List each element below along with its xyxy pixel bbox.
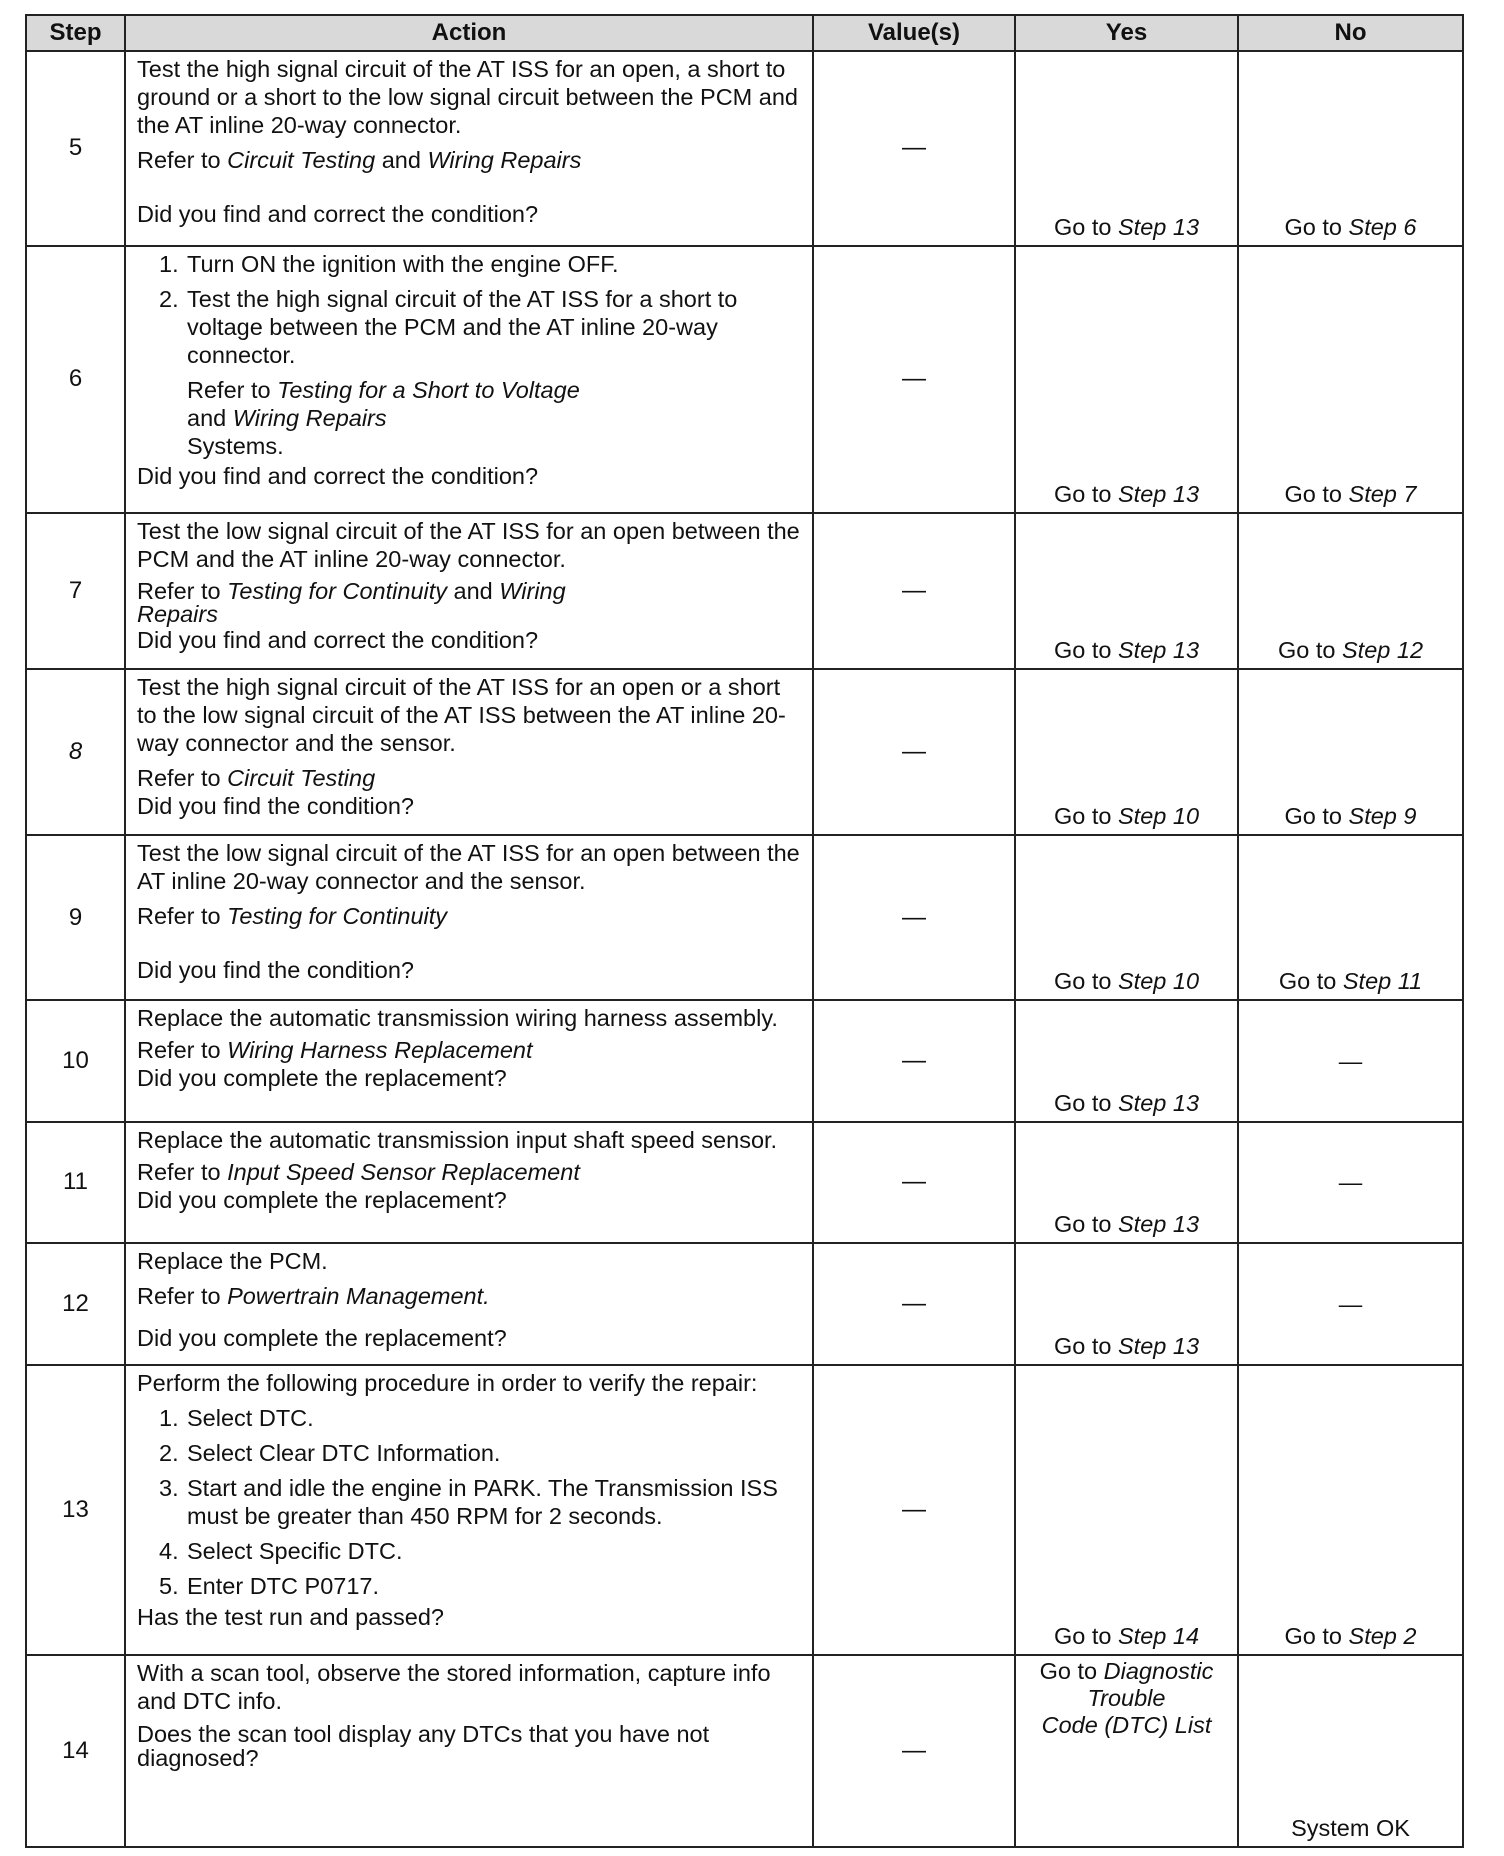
no-cell[interactable] xyxy=(1238,246,1463,513)
question-text: Did you complete the replacement? xyxy=(137,1065,507,1092)
goto-label: Go to xyxy=(1053,803,1112,830)
goto-label: Go to xyxy=(1284,803,1342,830)
list-item xyxy=(159,1474,802,1530)
list-item xyxy=(159,1404,802,1432)
header-value: Value(s) xyxy=(813,15,1015,51)
list-text: Start and idle the engine in PARK. The Transmission ISS must be greater than 450 RPM for 2 seconds. xyxy=(187,1474,778,1529)
value-cell: — xyxy=(813,1000,1015,1122)
no-cell: — xyxy=(1238,1243,1463,1365)
no-target[interactable]: Step 9 xyxy=(1348,803,1417,830)
list-item xyxy=(159,250,802,278)
system-ok-label: System OK xyxy=(1291,1815,1410,1841)
value-cell: — xyxy=(813,1122,1015,1244)
question-text: Does the scan tool display any DTCs that you have not diagnosed? xyxy=(137,1721,710,1772)
list-text: Enter DTC P0717. xyxy=(187,1572,380,1599)
list-text: Select Specific DTC. xyxy=(187,1537,403,1564)
goto-label: Go to xyxy=(1053,636,1112,663)
question-text: Did you find the condition? xyxy=(137,957,414,984)
no-target[interactable]: Step 11 xyxy=(1342,968,1423,995)
reference-link[interactable]: Testing for Continuity xyxy=(227,903,448,930)
action-text: Replace the automatic transmission wiring harness assembly. xyxy=(137,1005,778,1032)
list-item xyxy=(159,285,802,369)
action-text: Test the high signal circuit of the AT ISS for an open or a short to the low signal circuit of the AT ISS between the AT inline 20-way connector and the sensor. xyxy=(137,673,786,756)
yes-cell[interactable] xyxy=(1015,1122,1238,1244)
question-text: Did you find and correct the condition? xyxy=(137,201,539,227)
refer-label: Refer to xyxy=(137,903,221,930)
yes-cell[interactable] xyxy=(1015,246,1238,513)
and-label: and xyxy=(453,577,493,604)
list-number: 2. xyxy=(159,1439,179,1466)
question-text: Has the test run and passed? xyxy=(137,1603,445,1630)
list-item xyxy=(159,1537,802,1565)
goto-label: Go to xyxy=(1053,1211,1112,1238)
table-row-step-14 xyxy=(26,1655,1463,1847)
goto-label: Go to xyxy=(1053,1623,1112,1650)
action-text: Test the high signal circuit of the AT ISS for an open, a short to ground or a short to the low signal circuit between the PCM and the AT inline 20-way connector. xyxy=(137,56,798,138)
action-cell xyxy=(125,1243,813,1365)
table-row-step-5 xyxy=(26,51,1463,246)
header-step: Step xyxy=(26,15,125,51)
refer-line xyxy=(137,577,802,627)
yes-target[interactable]: Step 13 xyxy=(1118,636,1200,663)
refer-line xyxy=(137,146,802,174)
list-text: Test the high signal circuit of the AT ISS for a short to voltage between the PCM and the AT inline 20-way connector. xyxy=(187,285,738,368)
value-cell: — xyxy=(813,1655,1015,1847)
header-action: Action xyxy=(125,15,813,51)
goto-label: Go to xyxy=(1053,213,1112,240)
yes-cell[interactable] xyxy=(1015,1655,1238,1847)
yes-cell[interactable] xyxy=(1015,669,1238,836)
table-row-step-12 xyxy=(26,1243,1463,1365)
goto-label: Go to xyxy=(1053,1332,1112,1359)
no-target[interactable]: Step 7 xyxy=(1348,480,1417,507)
refer-line xyxy=(137,1036,802,1064)
no-cell xyxy=(1238,1655,1463,1847)
reference-link[interactable]: Wiring Harness Replacement xyxy=(227,1037,533,1064)
refer-line xyxy=(187,376,802,460)
action-text: Replace the automatic transmission input shaft speed sensor. xyxy=(137,1126,778,1153)
step-number: 6 xyxy=(26,246,125,513)
list-number: 5. xyxy=(159,1572,179,1599)
list-item xyxy=(159,1439,802,1467)
yes-target[interactable]: Diagnostic xyxy=(1103,1658,1214,1685)
refer-label: Refer to xyxy=(137,764,221,791)
header-yes: Yes xyxy=(1015,15,1238,51)
refer-line xyxy=(137,1282,802,1310)
question-text: Did you find and correct the condition? xyxy=(137,626,539,653)
refer-label: Refer to xyxy=(137,577,221,604)
action-text: Test the low signal circuit of the AT ISS for an open between the PCM and the AT inline 20-way connector. xyxy=(137,517,800,572)
goto-label: Go to xyxy=(1284,1623,1342,1650)
action-cell xyxy=(125,513,813,669)
goto-label: Go to xyxy=(1284,480,1342,507)
no-cell[interactable] xyxy=(1238,835,1463,1000)
refer-label: Refer to xyxy=(137,1283,221,1310)
no-cell[interactable] xyxy=(1238,669,1463,836)
reference-link[interactable]: Testing for Continuity xyxy=(227,577,448,604)
question-text: Did you find and correct the condition? xyxy=(137,462,539,489)
action-text: Test the low signal circuit of the AT ISS for an open between the AT inline 20-way connector and the sensor. xyxy=(137,840,800,895)
table-row-step-13 xyxy=(26,1365,1463,1656)
yes-target[interactable]: Step 13 xyxy=(1118,1332,1200,1359)
no-cell[interactable] xyxy=(1238,51,1463,246)
value-cell: — xyxy=(813,669,1015,836)
action-cell xyxy=(125,1365,813,1656)
yes-target[interactable]: Step 13 xyxy=(1118,213,1200,240)
step-number: 10 xyxy=(26,1000,125,1122)
action-cell xyxy=(125,1655,813,1847)
reference-link[interactable]: Input Speed Sensor Replacement xyxy=(227,1158,580,1185)
reference-link[interactable]: Wiring Repairs xyxy=(427,147,582,173)
reference-link[interactable]: Testing for a Short to Voltage xyxy=(277,376,580,403)
action-cell xyxy=(125,1122,813,1244)
table-row-step-10 xyxy=(26,1000,1463,1122)
yes-target[interactable]: Step 10 xyxy=(1118,803,1200,830)
list-number: 1. xyxy=(159,1404,179,1431)
action-text: Perform the following procedure in order to verify the repair: xyxy=(137,1369,758,1396)
value-cell: — xyxy=(813,51,1015,246)
question-text: Did you complete the replacement? xyxy=(137,1325,507,1352)
and-label: and xyxy=(187,404,227,431)
yes-target[interactable]: Trouble xyxy=(1087,1685,1166,1712)
goto-label: Go to xyxy=(1277,636,1336,663)
header-row xyxy=(26,15,1463,51)
question-text: Did you find the condition? xyxy=(137,792,414,819)
goto-label: Go to xyxy=(1053,480,1112,507)
list-number: 3. xyxy=(159,1474,179,1501)
refer-label: Refer to xyxy=(137,1037,221,1064)
step-number: 9 xyxy=(26,835,125,1000)
action-cell xyxy=(125,669,813,836)
no-target[interactable]: Step 12 xyxy=(1342,636,1424,663)
list-text: Select Clear DTC Information. xyxy=(187,1439,501,1466)
goto-label: Go to xyxy=(1278,968,1337,995)
step-number: 7 xyxy=(26,513,125,669)
list-number: 4. xyxy=(159,1537,179,1564)
yes-cell[interactable] xyxy=(1015,1365,1238,1656)
step-number: 8 xyxy=(26,669,125,836)
yes-target[interactable]: Step 13 xyxy=(1118,480,1200,507)
list-number: 2. xyxy=(159,285,179,312)
step-number: 13 xyxy=(26,1365,125,1656)
refer-label: Refer to xyxy=(137,147,221,173)
and-label: and xyxy=(381,147,421,173)
yes-target[interactable]: Step 13 xyxy=(1118,1211,1200,1238)
yes-cell[interactable] xyxy=(1015,835,1238,1000)
no-target[interactable]: Step 2 xyxy=(1348,1623,1417,1650)
list-number: 1. xyxy=(159,250,179,277)
action-cell xyxy=(125,246,813,513)
action-cell xyxy=(125,1000,813,1122)
yes-target[interactable]: Code (DTC) List xyxy=(1041,1712,1212,1739)
action-text: With a scan tool, observe the stored information, capture info and DTC info. xyxy=(137,1660,771,1715)
yes-target[interactable]: Step 13 xyxy=(1118,1089,1200,1116)
action-cell xyxy=(125,51,813,246)
refer-line xyxy=(137,1158,802,1186)
no-cell[interactable] xyxy=(1238,1365,1463,1656)
goto-label: Go to xyxy=(1039,1658,1098,1685)
yes-cell[interactable] xyxy=(1015,513,1238,669)
yes-cell[interactable] xyxy=(1015,1000,1238,1122)
reference-link[interactable]: Repairs xyxy=(137,600,218,627)
value-cell: — xyxy=(813,246,1015,513)
header-no: No xyxy=(1238,15,1463,51)
table-row-step-6 xyxy=(26,246,1463,513)
diagnostic-table xyxy=(25,14,1464,1848)
refer-label: Refer to xyxy=(187,376,271,403)
action-cell xyxy=(125,835,813,1000)
reference-link[interactable]: Wiring Repairs xyxy=(232,404,387,431)
reference-link[interactable]: Circuit Testing xyxy=(227,764,376,791)
yes-target[interactable]: Step 10 xyxy=(1118,968,1200,995)
action-text: Replace the PCM. xyxy=(137,1248,328,1275)
value-cell: — xyxy=(813,1365,1015,1656)
step-number: 5 xyxy=(26,51,125,246)
reference-link[interactable]: Circuit Testing xyxy=(227,147,376,173)
no-cell: — xyxy=(1238,1000,1463,1122)
value-cell: — xyxy=(813,835,1015,1000)
step-number: 14 xyxy=(26,1655,125,1847)
yes-target[interactable]: Step 14 xyxy=(1118,1623,1200,1650)
list-text: Select DTC. xyxy=(187,1404,314,1431)
goto-label: Go to xyxy=(1284,213,1342,240)
table-row-step-11 xyxy=(26,1122,1463,1244)
systems-label: Systems. xyxy=(187,432,284,459)
goto-label: Go to xyxy=(1053,1089,1112,1116)
refer-line xyxy=(137,902,802,930)
value-cell: — xyxy=(813,1243,1015,1365)
value-cell: — xyxy=(813,513,1015,669)
list-text: Turn ON the ignition with the engine OFF. xyxy=(187,250,619,277)
no-cell[interactable] xyxy=(1238,513,1463,669)
no-cell: — xyxy=(1238,1122,1463,1244)
refer-label: Refer to xyxy=(137,1158,221,1185)
reference-link[interactable]: Wiring xyxy=(499,577,566,604)
reference-link[interactable]: Powertrain Management. xyxy=(227,1283,490,1310)
goto-label: Go to xyxy=(1053,968,1112,995)
yes-cell[interactable] xyxy=(1015,51,1238,246)
table-row-step-7 xyxy=(26,513,1463,669)
question-text: Did you complete the replacement? xyxy=(137,1186,507,1213)
no-target[interactable]: Step 6 xyxy=(1348,213,1417,240)
step-number: 11 xyxy=(26,1122,125,1244)
table-row-step-8 xyxy=(26,669,1463,836)
table-row-step-9 xyxy=(26,835,1463,1000)
yes-cell[interactable] xyxy=(1015,1243,1238,1365)
refer-line xyxy=(137,764,802,792)
step-number: 12 xyxy=(26,1243,125,1365)
list-item xyxy=(159,1572,802,1600)
